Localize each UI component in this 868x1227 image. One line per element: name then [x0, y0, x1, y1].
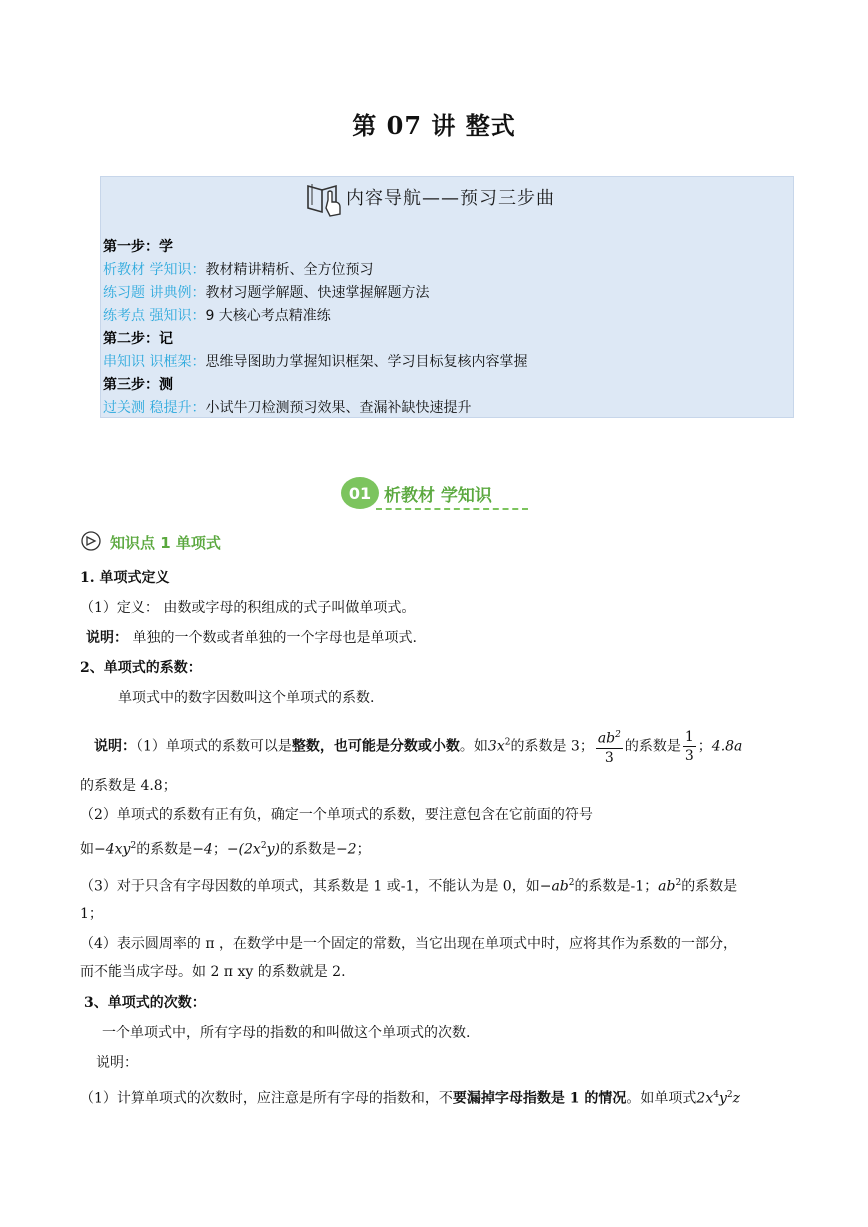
- nav-line-3: [103, 305, 331, 327]
- nav-line-4-label: 串知识 识框架：: [103, 354, 206, 370]
- coefficient-note-4: （4）表示圆周率的 π ，在数学中是一个固定的常数，当它出现在单项式中时，应将其作为系数的一部分，: [80, 936, 738, 952]
- text: （1）单项式的系数可以是: [136, 738, 292, 755]
- knowledge-point-title: 知识点 1 单项式: [110, 534, 221, 552]
- heading-coefficient: 2、单项式的系数：: [80, 660, 202, 676]
- nav-line-2-label: 练习题 讲典例：: [103, 285, 206, 301]
- nav-line-3-text: 9 大核心考点精准练: [205, 308, 331, 324]
- text: （3）对于只含有字母因数的单项式，其系数是 1 或-1，不能认为是 0，如: [80, 878, 540, 895]
- text: 。如: [459, 738, 488, 755]
- knowledge-point-arrow-icon: [80, 530, 104, 554]
- text: 的系数是: [279, 841, 336, 858]
- degree-note-1: [80, 1085, 740, 1109]
- nav-line-5-label: 过关测 稳提升：: [103, 400, 206, 416]
- math-expr: −4: [192, 841, 213, 858]
- text: ；: [697, 738, 712, 755]
- math-expr: y): [266, 841, 280, 858]
- text: 。如单项式: [626, 1090, 697, 1107]
- math-expr: −4xy: [94, 841, 131, 858]
- section-underline: [376, 508, 528, 510]
- text: 的系数是-1；: [574, 878, 659, 895]
- text: ；: [212, 841, 227, 858]
- nav-heading: 内容导航——预习三步曲: [346, 188, 555, 209]
- nav-line-4: [103, 351, 527, 373]
- coefficient-note-4-cont: 而不能当成字母。如 2 π xy 的系数就是 2.: [80, 964, 346, 980]
- exponent: 2: [568, 878, 575, 888]
- nav-line-1-text: 教材精讲精析、全方位预习: [205, 262, 374, 278]
- text: （1）计算单项式的次数时，应注意是所有字母的指数和，不: [80, 1090, 453, 1107]
- nav-line-5: [103, 397, 471, 419]
- math-expr: −2: [335, 841, 357, 858]
- numerator: ab: [597, 730, 616, 747]
- coefficient-note-1-cont: 的系数是 4.8；: [80, 778, 177, 794]
- math-expr: 3x: [487, 738, 505, 755]
- bold-text: 要漏掉字母指数是 1 的情况: [452, 1090, 627, 1107]
- text: ；: [356, 841, 371, 858]
- nav-line-1: [103, 259, 373, 281]
- coefficient-note-3-cont: 1；: [80, 906, 103, 922]
- nav-line-3-label: 练考点 强知识：: [103, 308, 206, 324]
- section-number: 01: [348, 484, 372, 503]
- coefficient-note-2-example: [80, 836, 371, 860]
- exponent: 4: [713, 1090, 719, 1100]
- nav-line-4-text: 思维导图助力掌握知识框架、学习目标复核内容掌握: [205, 354, 528, 370]
- text: 的系数是 3；: [510, 738, 594, 755]
- definition-text: （1）定义： 由数或字母的积组成的式子叫做单项式。: [80, 600, 416, 616]
- nav-line-5-text: 小试牛刀检测预习效果、查漏补缺快速提升: [205, 400, 472, 416]
- bold-text: 整数，也可能是分数或小数: [291, 738, 460, 755]
- exponent: 2: [260, 841, 267, 851]
- degree-definition: 一个单项式中，所有字母的指数的和叫做这个单项式的次数.: [102, 1025, 471, 1041]
- exponent: 2: [615, 730, 621, 740]
- text: 如: [80, 841, 94, 858]
- text: 的系数是: [136, 841, 193, 858]
- denominator: 3: [604, 749, 614, 766]
- math-expr: y: [718, 1090, 727, 1107]
- note-1: [86, 628, 417, 648]
- page-title: 第 07 讲 整式: [352, 111, 516, 140]
- math-expr: −(2x: [226, 841, 261, 858]
- note-text: 单独的一个数或者单独的一个字母也是单项式.: [128, 630, 417, 646]
- fraction-1-over-3: [683, 728, 696, 765]
- book-hand-icon: [304, 178, 346, 218]
- exponent: 2: [130, 841, 137, 851]
- exponent: 2: [675, 878, 682, 888]
- step-2: 第二步：记: [103, 331, 173, 347]
- math-expr: z: [732, 1090, 740, 1107]
- step-3: 第三步：测: [103, 377, 173, 393]
- text: 的系数是: [681, 878, 738, 895]
- text: 的系数是: [624, 738, 681, 755]
- math-expr: 4.8a: [711, 738, 743, 755]
- nav-line-2-text: 教材习题学解题、快速掌握解题方法: [205, 285, 430, 301]
- nav-line-2: [103, 282, 429, 304]
- math-expr: −ab: [539, 878, 569, 895]
- step-1: 第一步：学: [103, 239, 173, 255]
- note-label: 说明：: [86, 630, 128, 646]
- denominator: 3: [684, 747, 694, 764]
- exponent: 2: [504, 737, 511, 748]
- note-label-2: 说明：: [94, 738, 136, 755]
- heading-definition: 1. 单项式定义: [80, 570, 170, 586]
- numerator: 1: [684, 728, 694, 745]
- heading-degree: 3、单项式的次数：: [84, 995, 206, 1011]
- exponent: 2: [726, 1090, 733, 1100]
- math-expr: ab: [658, 878, 676, 895]
- degree-note-label: 说明：: [96, 1055, 138, 1071]
- fraction-ab2-over-3: [596, 726, 623, 767]
- section-badge-icon: [340, 476, 380, 510]
- coefficient-definition: 单项式中的数字因数叫这个单项式的系数.: [118, 690, 375, 706]
- math-expr: 2x: [696, 1090, 714, 1107]
- coefficient-note-2: （2）单项式的系数有正有负，确定一个单项式的系数，要注意包含在它前面的符号: [80, 807, 593, 823]
- nav-line-1-label: 析教材 学知识：: [103, 262, 206, 278]
- coefficient-note-3: [80, 873, 737, 897]
- coefficient-note-1: [94, 726, 742, 767]
- section-label: 析教材 学知识: [384, 486, 492, 506]
